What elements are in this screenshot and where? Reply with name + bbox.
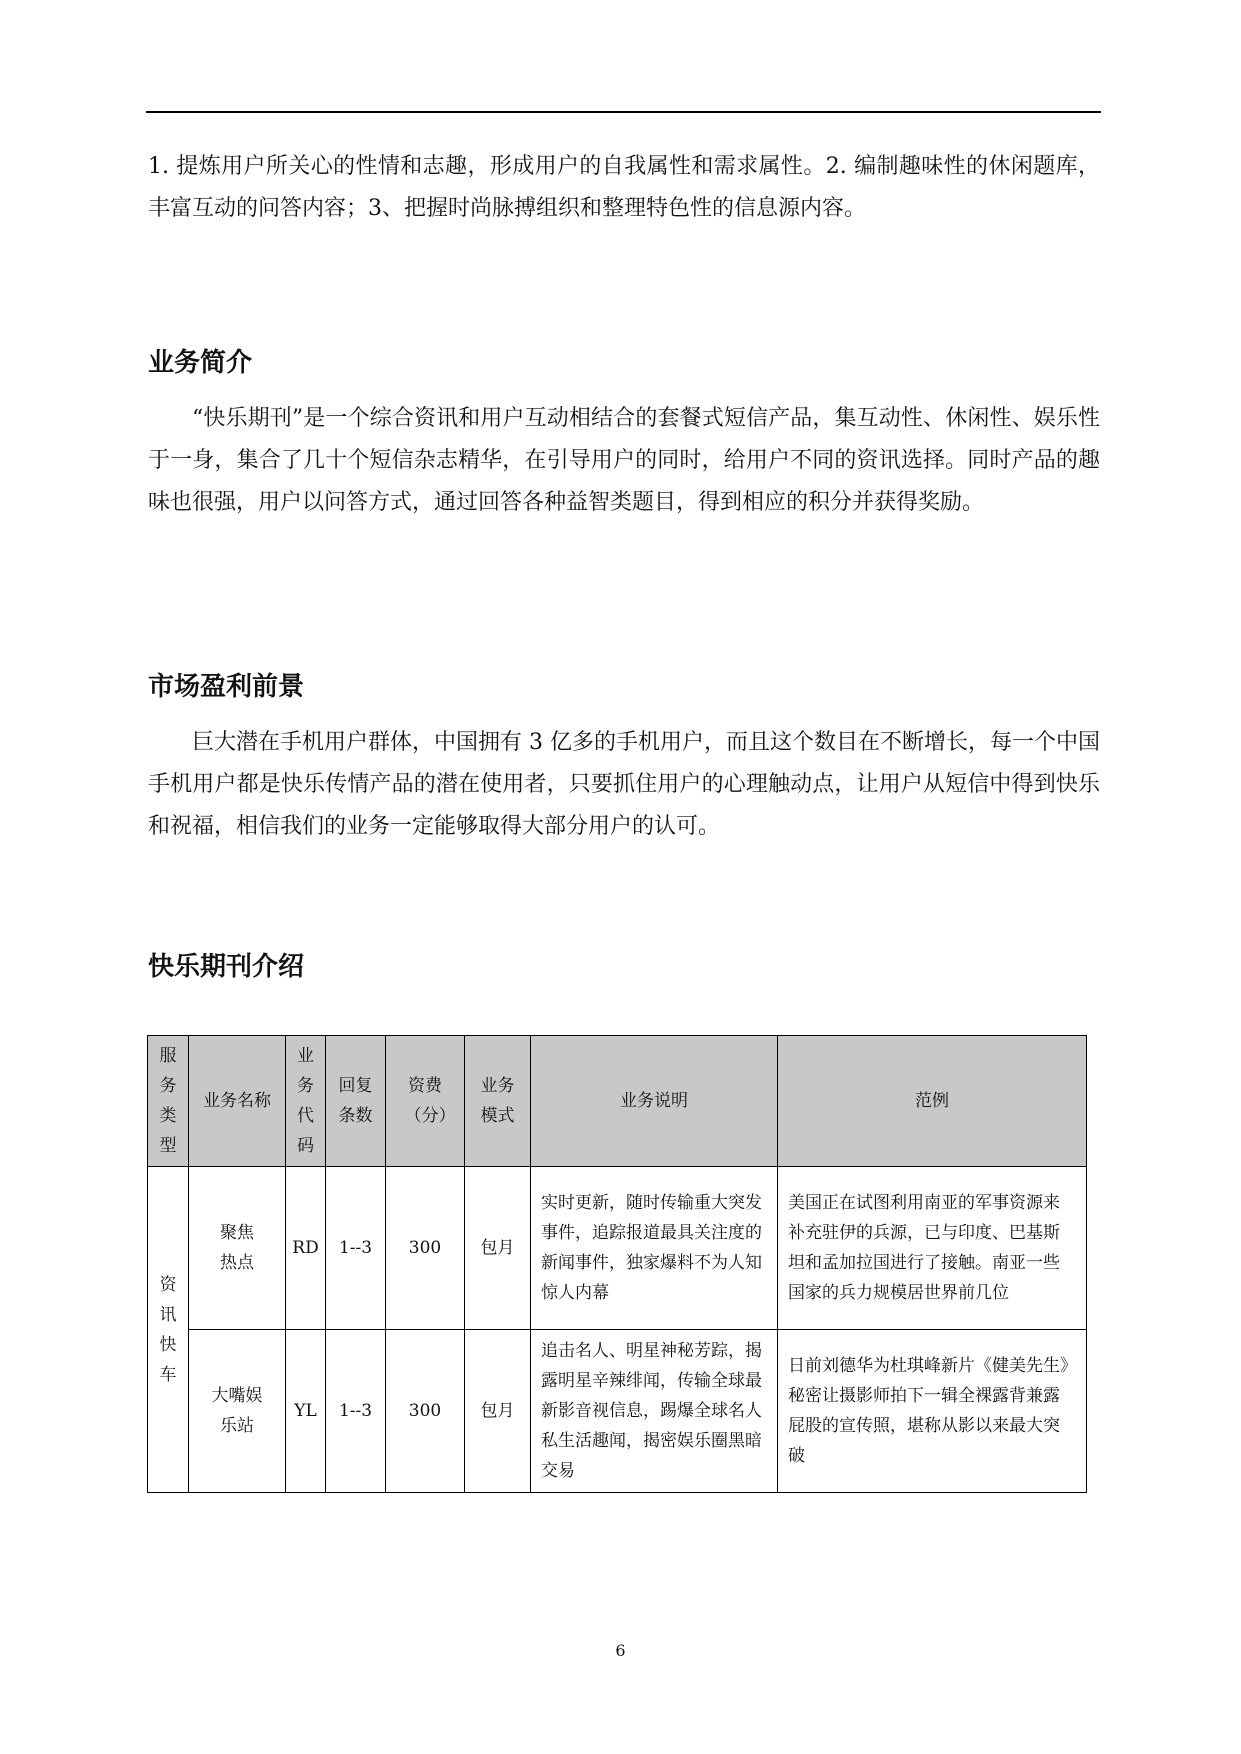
business-intro-paragraph: “快乐期刊”是一个综合资讯和用户互动相结合的套餐式短信产品，集互动性、休闲性、娱乐性于一身，集合了几十个短信杂志精华，在引导用户的同时，给用户不同的资讯选择。同时产品的趣味也很强，用户以问答方式，通过回答各种益智类题目，得到相应的积分并获得奖励。 (148, 406, 1100, 515)
cell-example: 美国正在试图利用南亚的军事资源来补充驻伊的兵源，已与印度、巴基斯坦和孟加拉国进行了接触。南亚一些国家的兵力规模居世界前几位 (778, 1167, 1087, 1330)
cell-example: 日前刘德华为杜琪峰新片《健美先生》秘密让摄影师拍下一辑全裸露背兼露屁股的宣传照，堪称从影以来最大突破 (778, 1330, 1087, 1493)
header-fee: 资费（分） (386, 1036, 465, 1167)
cell-business-mode: 包月 (465, 1167, 531, 1330)
service-table (147, 1035, 1087, 1493)
cell-service-type: 资讯快车 (148, 1167, 189, 1493)
page-number: 6 (615, 1641, 626, 1660)
table-header-row (148, 1036, 1087, 1167)
cell-reply-count: 1--3 (326, 1330, 386, 1493)
table-row (148, 1167, 1087, 1330)
header-business-mode: 业务模式 (465, 1036, 531, 1167)
header-description: 业务说明 (531, 1036, 778, 1167)
cell-description: 追击名人、明星神秘芳踪，揭露明星辛辣绯闻，传输全球最新影音视信息，踢爆全球名人私生活趣闻，揭密娱乐圈黑暗交易 (531, 1330, 778, 1493)
cell-business-name: 聚焦热点 (189, 1167, 286, 1330)
cell-business-name: 大嘴娱乐站 (189, 1330, 286, 1493)
cell-fee: 300 (386, 1167, 465, 1330)
header-rule (146, 111, 1101, 113)
header-business-code: 业务代码 (286, 1036, 326, 1167)
cell-business-code: RD (286, 1167, 326, 1330)
journal-heading: 快乐期刊介绍 (148, 952, 305, 982)
header-reply-count: 回复条数 (326, 1036, 386, 1167)
header-business-name: 业务名称 (189, 1036, 286, 1167)
market-paragraph: 巨大潜在手机用户群体，中国拥有 3 亿多的手机用户，而且这个数目在不断增长，每一个中国手机用户都是快乐传情产品的潜在使用者，只要抓住用户的心理触动点，让用户从短信中得到快乐和祝福，相信我们的业务一定能够取得大部分用户的认可。 (148, 730, 1100, 839)
market-heading: 市场盈利前景 (148, 672, 305, 702)
header-service-type: 服务类型 (148, 1036, 189, 1167)
cell-description: 实时更新，随时传输重大突发事件，追踪报道最具关注度的新闻事件，独家爆料不为人知惊人内幕 (531, 1167, 778, 1330)
header-example: 范例 (778, 1036, 1087, 1167)
cell-fee: 300 (386, 1330, 465, 1493)
business-intro-heading: 业务简介 (148, 348, 253, 378)
table-row (148, 1330, 1087, 1493)
intro-paragraph: 1. 提炼用户所关心的性情和志趣，形成用户的自我属性和需求属性。2. 编制趣味性的休闲题库，丰富互动的问答内容；3、把握时尚脉搏组织和整理特色性的信息源内容。 (148, 154, 1100, 221)
cell-business-code: YL (286, 1330, 326, 1493)
cell-business-mode: 包月 (465, 1330, 531, 1493)
cell-reply-count: 1--3 (326, 1167, 386, 1330)
